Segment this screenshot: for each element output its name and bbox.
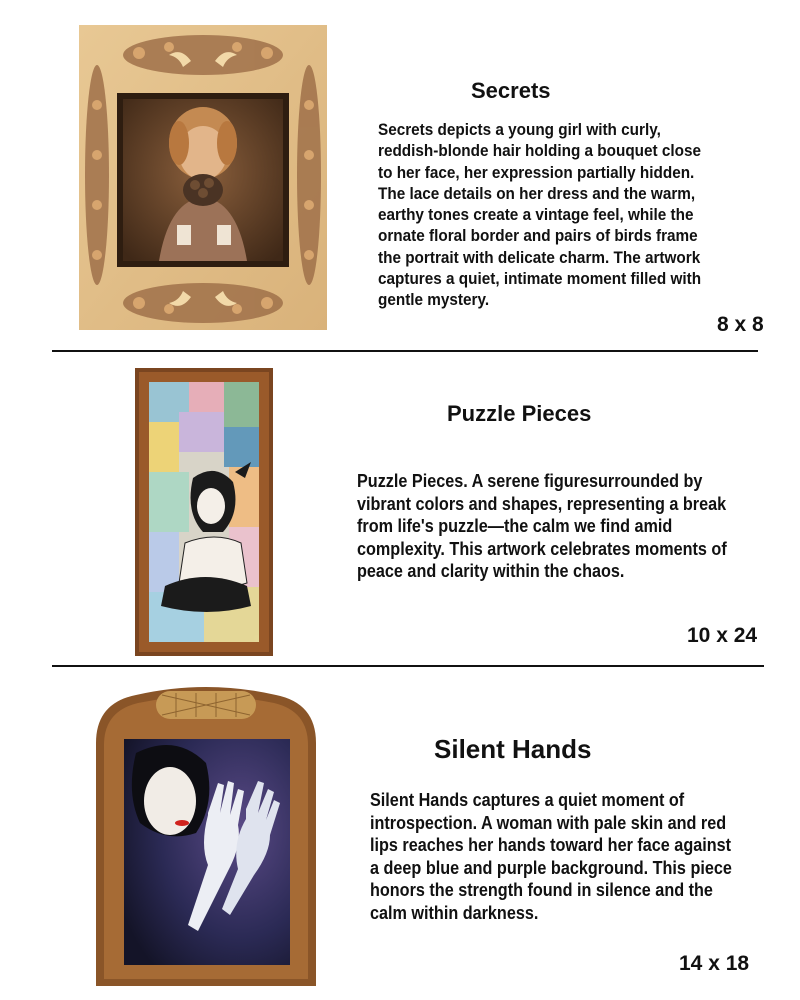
section-divider [52, 350, 758, 352]
artwork-description-puzzle-pieces: Puzzle Pieces. A serene figuresurrounded by vibrant colors and shapes, representing a break from life's puzzle—the calm we find amid complexity. This artwork celebrates moments of peace and clarity within the chaos. [357, 471, 727, 581]
artwork-silent-hands-image [96, 683, 316, 986]
artwork-description-silent-hands: Silent Hands captures a quiet moment of introspection. A woman with pale skin and red lips reaches her hands toward her face against a deep blue and purple background. This piece honors the strength found in silence and the calm within darkness. [370, 790, 732, 923]
artwork-size-silent-hands: 14 x 18 [679, 952, 750, 975]
artwork-size-secrets: 8 x 8 [717, 313, 764, 336]
artwork-title-puzzle-pieces: Puzzle Pieces [447, 401, 592, 426]
artwork-puzzle-pieces-image [135, 368, 273, 656]
artwork-title-secrets: Secrets [471, 78, 551, 103]
artwork-description-secrets: Secrets depicts a young girl with curly, reddish-blonde hair holding a bouquet close to her face, her expression partially hidden. The lace details on her dress and the warm, earthy tones create a vintage feel, while the ornate floral border and pairs of birds frame the portrait with delicate charm. The artwork captures a quiet, intimate moment filled with gentle mystery. [378, 120, 702, 309]
artwork-secrets-image [79, 25, 327, 330]
section-divider [52, 665, 764, 667]
artwork-title-silent-hands: Silent Hands [434, 734, 592, 764]
artwork-size-puzzle-pieces: 10 x 24 [687, 624, 758, 647]
